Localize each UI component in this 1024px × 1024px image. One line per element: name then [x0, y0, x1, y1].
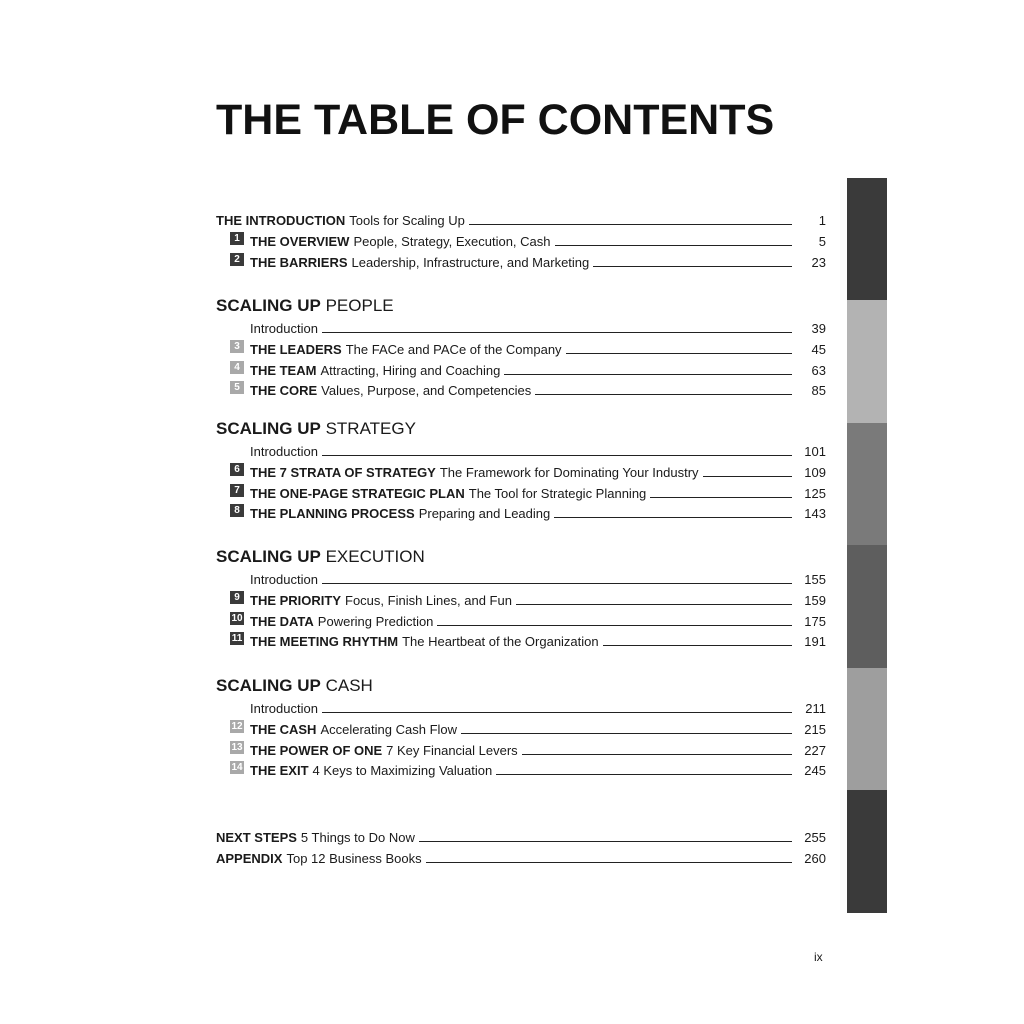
toc-entry[interactable] [230, 460, 826, 480]
dot-leader-line [535, 394, 792, 395]
entry-title: THE TEAM [250, 362, 317, 378]
toc-introduction-entry[interactable] [250, 439, 826, 459]
entry-subtitle: 7 Key Financial Levers [386, 742, 518, 758]
page-number: 39 [811, 321, 826, 336]
dot-leader-line [461, 733, 792, 734]
thumb-tab-cash [847, 668, 887, 790]
section-heading [216, 296, 394, 316]
entry-title: THE ONE-PAGE STRATEGIC PLAN [250, 485, 465, 501]
entry-subtitle: Preparing and Leading [418, 506, 551, 521]
page-number: 159 [804, 593, 826, 608]
toc-introduction-entry[interactable] [250, 316, 826, 336]
intro-label: Introduction [250, 572, 318, 587]
intro-label: Introduction [250, 701, 318, 716]
intro-label: Introduction [250, 444, 318, 459]
dot-leader-line [522, 754, 792, 755]
dot-leader-line [322, 712, 792, 713]
entry-title: THE CASH [250, 722, 317, 737]
toc-introduction-entry[interactable] [250, 696, 826, 716]
dot-leader-line [322, 583, 792, 584]
dot-leader-line [516, 604, 792, 605]
toc-entry[interactable] [230, 717, 826, 737]
thumb-tab-people [847, 300, 887, 423]
entry-subtitle: The FACe and PACe of the Company [345, 342, 562, 357]
page-number: 227 [804, 742, 826, 758]
entry-subtitle: Tools for Scaling Up [349, 213, 465, 228]
page-number: 211 [805, 701, 826, 716]
entry-title: THE PLANNING PROCESS [250, 506, 415, 521]
dot-leader-line [437, 625, 792, 626]
dot-leader-line [496, 774, 792, 775]
page-number: 23 [811, 255, 826, 270]
dot-leader-line [322, 455, 792, 456]
dot-leader-line [593, 266, 792, 267]
section-thumb-tabs [847, 178, 887, 913]
page-number: 85 [811, 383, 826, 398]
section-heading-text: STRATEGY [325, 419, 416, 438]
chapter-number-badge: 11 [231, 633, 243, 644]
entry-subtitle: 5 Things to Do Now [300, 830, 415, 845]
chapter-number-badge: 9 [230, 591, 244, 604]
toc-entry[interactable] [230, 629, 826, 649]
entry-title: THE MEETING RHYTHM [250, 634, 399, 649]
chapter-number-badge: 4 [230, 361, 244, 374]
toc-introduction-entry[interactable] [250, 567, 826, 587]
page-number: 63 [811, 362, 826, 378]
page-number: 260 [804, 851, 826, 866]
toc-entry[interactable] [230, 481, 826, 501]
thumb-tab-closing [847, 790, 887, 913]
entry-subtitle: Values, Purpose, and Competencies [321, 383, 532, 398]
page-number: 245 [804, 763, 826, 778]
page-title: THE TABLE OF CONTENTS [216, 96, 775, 144]
chapter-number-badge: 14 [231, 762, 243, 773]
toc-entry[interactable] [216, 208, 826, 228]
thumb-tab-strategy [847, 423, 887, 545]
dot-leader-line [555, 245, 793, 246]
toc-entry[interactable] [216, 846, 826, 866]
entry-title: THE POWER OF ONE [250, 742, 383, 758]
dot-leader-line [703, 476, 792, 477]
entry-subtitle: Leadership, Infrastructure, and Marketing [351, 255, 590, 270]
chapter-number-badge: 1 [230, 232, 244, 245]
entry-title: APPENDIX [216, 851, 283, 866]
section-heading-text: EXECUTION [325, 547, 425, 566]
section-heading-bold: SCALING UP [216, 676, 321, 695]
entry-subtitle: 4 Keys to Maximizing Valuation [312, 763, 493, 778]
page-folio: ix [814, 950, 823, 964]
entry-title: THE DATA [250, 613, 314, 629]
chapter-number-badge: 5 [230, 381, 244, 394]
entry-subtitle: The Tool for Strategic Planning [468, 485, 647, 501]
dot-leader-line [419, 841, 792, 842]
chapter-number-badge: 7 [230, 484, 244, 497]
thumb-tab-execution [847, 545, 887, 668]
section-heading [216, 419, 416, 439]
entry-subtitle: People, Strategy, Execution, Cash [353, 234, 551, 249]
dot-leader-line [469, 224, 792, 225]
toc-entry[interactable] [230, 378, 826, 398]
chapter-number-badge: 8 [230, 504, 244, 517]
toc-entry[interactable] [230, 501, 826, 521]
chapter-number-badge: 13 [231, 741, 243, 753]
entry-title: THE PRIORITY [250, 593, 342, 608]
entry-title: THE 7 STRATA OF STRATEGY [250, 465, 436, 480]
chapter-number-badge: 10 [231, 612, 243, 624]
section-heading-text: PEOPLE [325, 296, 394, 315]
chapter-number-badge: 3 [230, 340, 244, 353]
entry-title: THE INTRODUCTION [216, 213, 346, 228]
section-heading [216, 547, 425, 567]
page-number: 155 [804, 572, 826, 587]
toc-entry[interactable] [230, 250, 826, 270]
section-heading-bold: SCALING UP [216, 296, 321, 315]
page-number: 191 [804, 634, 826, 649]
chapter-number-badge: 2 [230, 253, 244, 266]
dot-leader-line [554, 517, 792, 518]
dot-leader-line [504, 374, 792, 375]
thumb-tab-introduction [847, 178, 887, 300]
section-heading [216, 676, 373, 696]
toc-entry[interactable] [230, 609, 826, 629]
toc-entry[interactable] [230, 738, 826, 758]
dot-leader-line [322, 332, 792, 333]
chapter-number-badge: 6 [230, 463, 244, 476]
entry-title: NEXT STEPS [216, 830, 297, 845]
entry-title: THE LEADERS [250, 342, 342, 357]
entry-title: THE BARRIERS [250, 255, 348, 270]
toc-entry[interactable] [230, 358, 826, 378]
page-number: 5 [818, 234, 826, 249]
entry-title: THE EXIT [250, 763, 309, 778]
page-number: 175 [804, 613, 826, 629]
dot-leader-line [426, 862, 792, 863]
section-heading-text: CASH [325, 676, 373, 695]
entry-subtitle: Accelerating Cash Flow [320, 722, 458, 737]
entry-subtitle: The Framework for Dominating Your Industry [439, 465, 699, 480]
entry-title: THE OVERVIEW [250, 234, 350, 249]
entry-title: THE CORE [250, 383, 318, 398]
entry-subtitle: Focus, Finish Lines, and Fun [345, 593, 512, 608]
toc-entry[interactable] [216, 825, 826, 845]
toc-entry[interactable] [230, 229, 826, 249]
page-number: 1 [818, 213, 826, 228]
section-heading-bold: SCALING UP [216, 547, 321, 566]
entry-subtitle: Attracting, Hiring and Coaching [320, 362, 501, 378]
toc-entry[interactable] [230, 588, 826, 608]
page-number: 215 [804, 722, 826, 737]
dot-leader-line [566, 353, 792, 354]
toc-entry[interactable] [230, 758, 826, 778]
section-heading-bold: SCALING UP [216, 419, 321, 438]
page-number: 45 [811, 342, 826, 357]
intro-label: Introduction [250, 321, 318, 336]
dot-leader-line [650, 497, 792, 498]
dot-leader-line [603, 645, 792, 646]
page-number: 109 [804, 465, 826, 480]
entry-subtitle: Top 12 Business Books [286, 851, 422, 866]
page-number: 125 [804, 485, 826, 501]
page-number: 101 [804, 444, 826, 459]
page-number: 255 [804, 830, 826, 845]
page-number: 143 [804, 506, 826, 521]
entry-subtitle: Powering Prediction [317, 613, 434, 629]
chapter-number-badge: 12 [231, 721, 243, 732]
entry-subtitle: The Heartbeat of the Organization [402, 634, 599, 649]
toc-entry[interactable] [230, 337, 826, 357]
